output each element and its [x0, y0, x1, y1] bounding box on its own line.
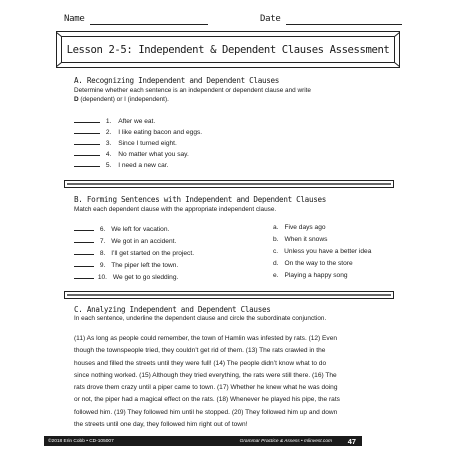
match-item-10: 10. We get to go sledding.	[74, 272, 178, 281]
page-title: Lesson 2-5: Independent & Dependent Clauses Assessment	[66, 43, 390, 56]
question-4: 4. No matter what you say.	[74, 149, 189, 158]
option-a: a. Five days ago	[273, 224, 326, 231]
question-3: 3. Since I turned eight.	[74, 138, 177, 147]
answer-blank-3[interactable]	[74, 138, 100, 145]
match-blank-10[interactable]	[74, 272, 94, 279]
question-2: 2. I like eating bacon and eggs.	[74, 127, 202, 136]
book-title: Grammar Practice & Assess • mlinvest.com	[239, 438, 332, 444]
name-date-row	[64, 12, 404, 28]
match-item-6: 6. We left for vacation.	[74, 224, 169, 233]
answer-blank-2[interactable]	[74, 127, 100, 134]
section-a-heading: A. Recognizing Independent and Dependent Clauses	[74, 76, 280, 85]
page-number: 47	[347, 436, 356, 446]
section-divider	[64, 291, 394, 299]
passage-line[interactable]: or not, the piper had a magical effect on the rats. (18) Whenever he played his pipe, the rats	[74, 396, 340, 404]
section-b-instructions: Match each dependent clause with the appropriate independent clause.	[74, 206, 277, 213]
date-field-line[interactable]	[286, 24, 402, 25]
passage-line[interactable]: since nothing worked. (15) Although they tried everything, the rats were still there. (16) The	[74, 371, 337, 379]
match-blank-7[interactable]	[74, 236, 94, 243]
answer-blank-4[interactable]	[74, 149, 100, 156]
passage-line[interactable]: houses and filled the streets until they were full! (14) The people didn’t know what to do	[74, 359, 327, 367]
date-label: Date	[260, 14, 281, 24]
match-item-8: 8. I’ll get started on the project.	[74, 248, 194, 257]
section-divider	[64, 180, 394, 188]
section-a-instructions: Determine whether each sentence is an independent or dependent clause and write D (dependent) or I (independent).	[74, 87, 311, 103]
option-b: b. When it snows	[273, 236, 328, 243]
question-5: 5. I need a new car.	[74, 160, 168, 169]
passage-line[interactable]: the streets until one day, they followed him right out of town!	[74, 421, 248, 429]
option-e: e. Playing a happy song	[273, 272, 348, 279]
answer-blank-5[interactable]	[74, 160, 100, 167]
passage-line[interactable]: followed him. (19) They followed him until he stopped. (20) They followed him up and down	[74, 408, 338, 416]
match-blank-8[interactable]	[74, 248, 94, 255]
section-c-heading: C. Analyzing Independent and Dependent Clauses	[74, 305, 271, 314]
copyright-text: ©2018 Erin Cobb • CD-105007	[48, 438, 114, 444]
page-footer	[44, 436, 362, 446]
option-d: d. On the way to the store	[273, 260, 353, 267]
worksheet-page	[44, 0, 408, 452]
passage-line[interactable]: (11) As long as people could remember, the town of Hamlin was infested by rats. (12) Even	[74, 335, 337, 342]
option-c: c. Unless you have a better idea	[273, 248, 372, 255]
section-c-instructions: In each sentence, underline the dependent clause and circle the subordinate conjunction.	[74, 315, 327, 322]
title-banner	[56, 31, 400, 68]
section-c-passage	[74, 333, 390, 431]
name-label: Name	[64, 14, 85, 24]
match-item-7: 7. We got in an accident.	[74, 236, 176, 245]
match-blank-9[interactable]	[74, 260, 94, 267]
match-item-9: 9. The piper left the town.	[74, 260, 178, 269]
section-b-heading: B. Forming Sentences with Independent and Dependent Clauses	[74, 195, 327, 204]
question-1: 1. After we eat.	[74, 116, 155, 125]
passage-line[interactable]: rats drove them crazy until a piper came to town. (17) Whether he knew what he was doing	[74, 384, 338, 392]
match-blank-6[interactable]	[74, 224, 94, 231]
passage-line[interactable]: though the townspeople tried, they couldn’t get rid of them. (13) The rats crawled in the	[74, 347, 326, 355]
answer-blank-1[interactable]	[74, 116, 100, 123]
name-field-line[interactable]	[90, 24, 208, 25]
